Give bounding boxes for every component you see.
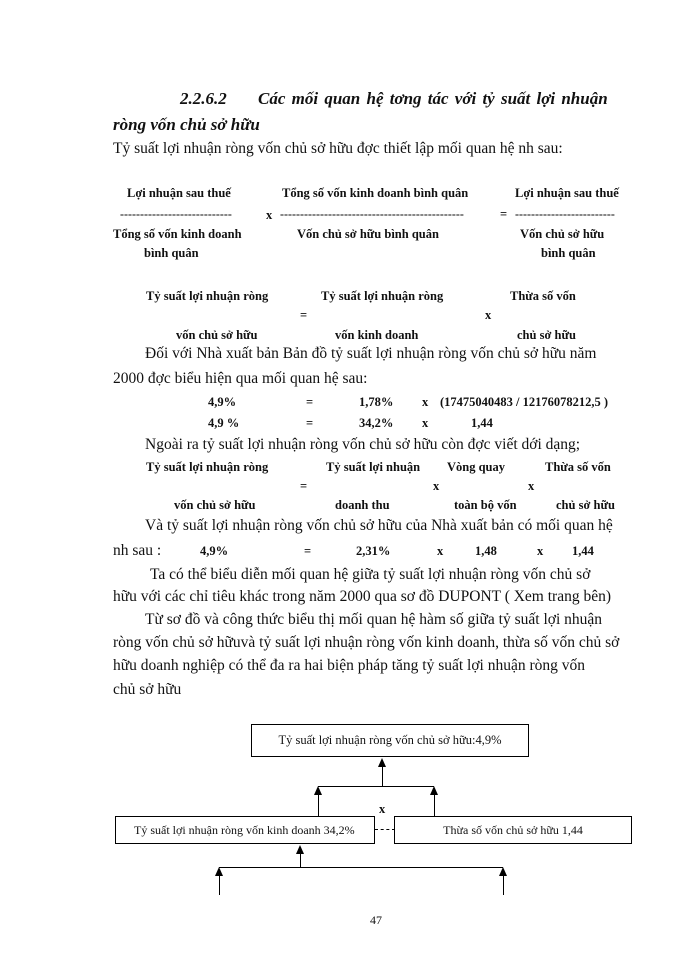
f2-b1: vốn chủ sở hữu: [176, 328, 258, 342]
calc1-c: (17475040483 / 12176078212,5 ): [440, 395, 609, 409]
intro-text: Tỷ suất lợi nhuận ròng vốn chủ sở hữu đợc thiết lập mối quan hệ nh sau:: [113, 140, 563, 157]
diagram-top-label: Tỷ suất lợi nhuận ròng vốn chủ sở hữu:4,9%: [278, 733, 502, 747]
f3-op-x2: x: [528, 479, 535, 493]
calc2-x: x: [422, 416, 429, 430]
diagram-line-lower-right: [503, 875, 504, 895]
f3-t4: Thừa số vốn: [545, 460, 611, 474]
line-nh-lead: nh sau :: [113, 542, 162, 559]
diagram-top-box: [251, 724, 529, 757]
f3-op-eq: =: [300, 479, 308, 493]
f3-b2: doanh thu: [335, 498, 390, 512]
diagram-bar: [318, 786, 434, 787]
f3-t2: Tỷ suất lợi nhuận: [326, 460, 421, 474]
f1-den1-a: Tổng số vốn kinh doanh: [113, 227, 242, 241]
f2-t3: Thừa số vốn: [510, 289, 576, 303]
para-tu-line1: Từ sơ đồ và công thức biểu thị mối quan hệ hàm số giữa tỷ suất lợi nhuận: [145, 611, 603, 628]
f1-dash2: ----------------------------------------------: [280, 207, 464, 221]
diagram-line-right: [434, 794, 435, 816]
para-ta-line1: Ta có thể biểu diễn mối quan hệ giữa tỷ suất lợi nhuận ròng vốn chủ sở: [150, 566, 591, 583]
calc1-eq: =: [306, 395, 314, 409]
line-nh-x2: x: [537, 544, 544, 558]
f2-b3: chủ sở hữu: [517, 328, 576, 342]
diagram-lower-bar: [219, 867, 503, 868]
para-tu-line4: chủ sở hữu: [113, 681, 182, 698]
para-ta-line2: hữu với các chỉ tiêu khác trong năm 2000 qua sơ đồ DUPONT ( Xem trang bên): [113, 588, 612, 605]
para-nxb-line1: Đối với Nhà xuất bản Bản đồ tỷ suất lợi nhuận ròng vốn chủ sở hữu năm: [145, 345, 597, 362]
diagram-line-lower: [300, 853, 301, 867]
f3-t3: Vòng quay: [447, 460, 506, 474]
line-nh-a: 4,9%: [200, 544, 229, 558]
para-va: Và tỷ suất lợi nhuận ròng vốn chủ sở hữu của Nhà xuất bản có mối quan hệ: [145, 517, 613, 534]
f1-op-x: x: [266, 208, 273, 222]
calc2-eq: =: [306, 416, 314, 430]
diagram-right-box: [394, 816, 632, 844]
line-nh-d: 1,44: [572, 544, 594, 558]
diagram-op-x: x: [379, 802, 386, 816]
f3-b1: vốn chủ sở hữu: [174, 498, 256, 512]
line-nh-eq: =: [304, 544, 312, 558]
f1-dash3: -------------------------: [515, 207, 615, 221]
f1-den3-a: Vốn chủ sở hữu: [520, 227, 605, 241]
diagram-left-box: [115, 816, 375, 844]
para-tu-line3: hữu doanh nghiệp có thể đa ra hai biện pháp tăng tỷ suất lợi nhuận ròng vốn: [113, 657, 586, 674]
f3-t1: Tỷ suất lợi nhuận ròng: [146, 460, 269, 474]
para-other: Ngoài ra tỷ suất lợi nhuận ròng vốn chủ sở hữu còn đợc viết dới dạng;: [145, 436, 581, 453]
f1-dash1: ----------------------------: [120, 207, 232, 221]
f2-op-eq: =: [300, 308, 308, 322]
page-number: 47: [370, 913, 382, 927]
f3-b3: toàn bộ vốn: [454, 498, 517, 512]
section-number: 2.2.6.2: [180, 89, 227, 108]
calc2-c: 1,44: [471, 416, 493, 430]
f1-den2: Vốn chủ sở hữu bình quân: [297, 227, 439, 241]
line-nh-b: 2,31%: [356, 544, 391, 558]
section-title-line2: ròng vốn chủ sở hữu: [113, 115, 260, 134]
f1-op-eq: =: [500, 207, 508, 221]
calc1-x: x: [422, 395, 429, 409]
section-title-line1: Các mối quan hệ tơng tác với tỷ suất lợi nhuận: [258, 89, 608, 108]
para-tu-line2: ròng vốn chủ sở hữuvà tỷ suất lợi nhuận ròng vốn kinh doanh, thừa số vốn chủ sở: [113, 634, 620, 651]
line-nh-x1: x: [437, 544, 444, 558]
diagram-line-left: [318, 794, 319, 816]
f3-op-x1: x: [433, 479, 440, 493]
f1-num2: Tổng số vốn kinh doanh bình quân: [282, 186, 469, 200]
calc2-a: 4,9 %: [208, 416, 240, 430]
diagram-dashed-connector: [375, 829, 395, 830]
para-nxb-line2: 2000 đợc biểu hiện qua mối quan hệ sau:: [113, 370, 368, 387]
calc1-b: 1,78%: [359, 395, 394, 409]
f1-num1: Lợi nhuận sau thuế: [127, 186, 231, 200]
f1-den1-b: bình quân: [144, 246, 199, 260]
line-nh-c: 1,48: [475, 544, 497, 558]
diagram-line-top: [382, 766, 383, 786]
f3-b4: chủ sở hữu: [556, 498, 615, 512]
diagram-left-label: Tỷ suất lợi nhuận ròng vốn kinh doanh 34,2%: [134, 822, 355, 837]
f2-t1: Tỷ suất lợi nhuận ròng: [146, 289, 269, 303]
diagram-line-lower-left: [219, 875, 220, 895]
f2-b2: vốn kinh doanh: [335, 328, 419, 342]
calc2-b: 34,2%: [359, 416, 394, 430]
f2-op-x: x: [485, 308, 492, 322]
diagram-right-label: Thừa số vốn chủ sở hữu 1,44: [443, 822, 583, 837]
f1-den3-b: bình quân: [541, 246, 596, 260]
calc1-a: 4,9%: [208, 395, 237, 409]
f2-t2: Tỷ suất lợi nhuận ròng: [321, 289, 444, 303]
f1-num3: Lợi nhuận sau thuế: [515, 186, 619, 200]
